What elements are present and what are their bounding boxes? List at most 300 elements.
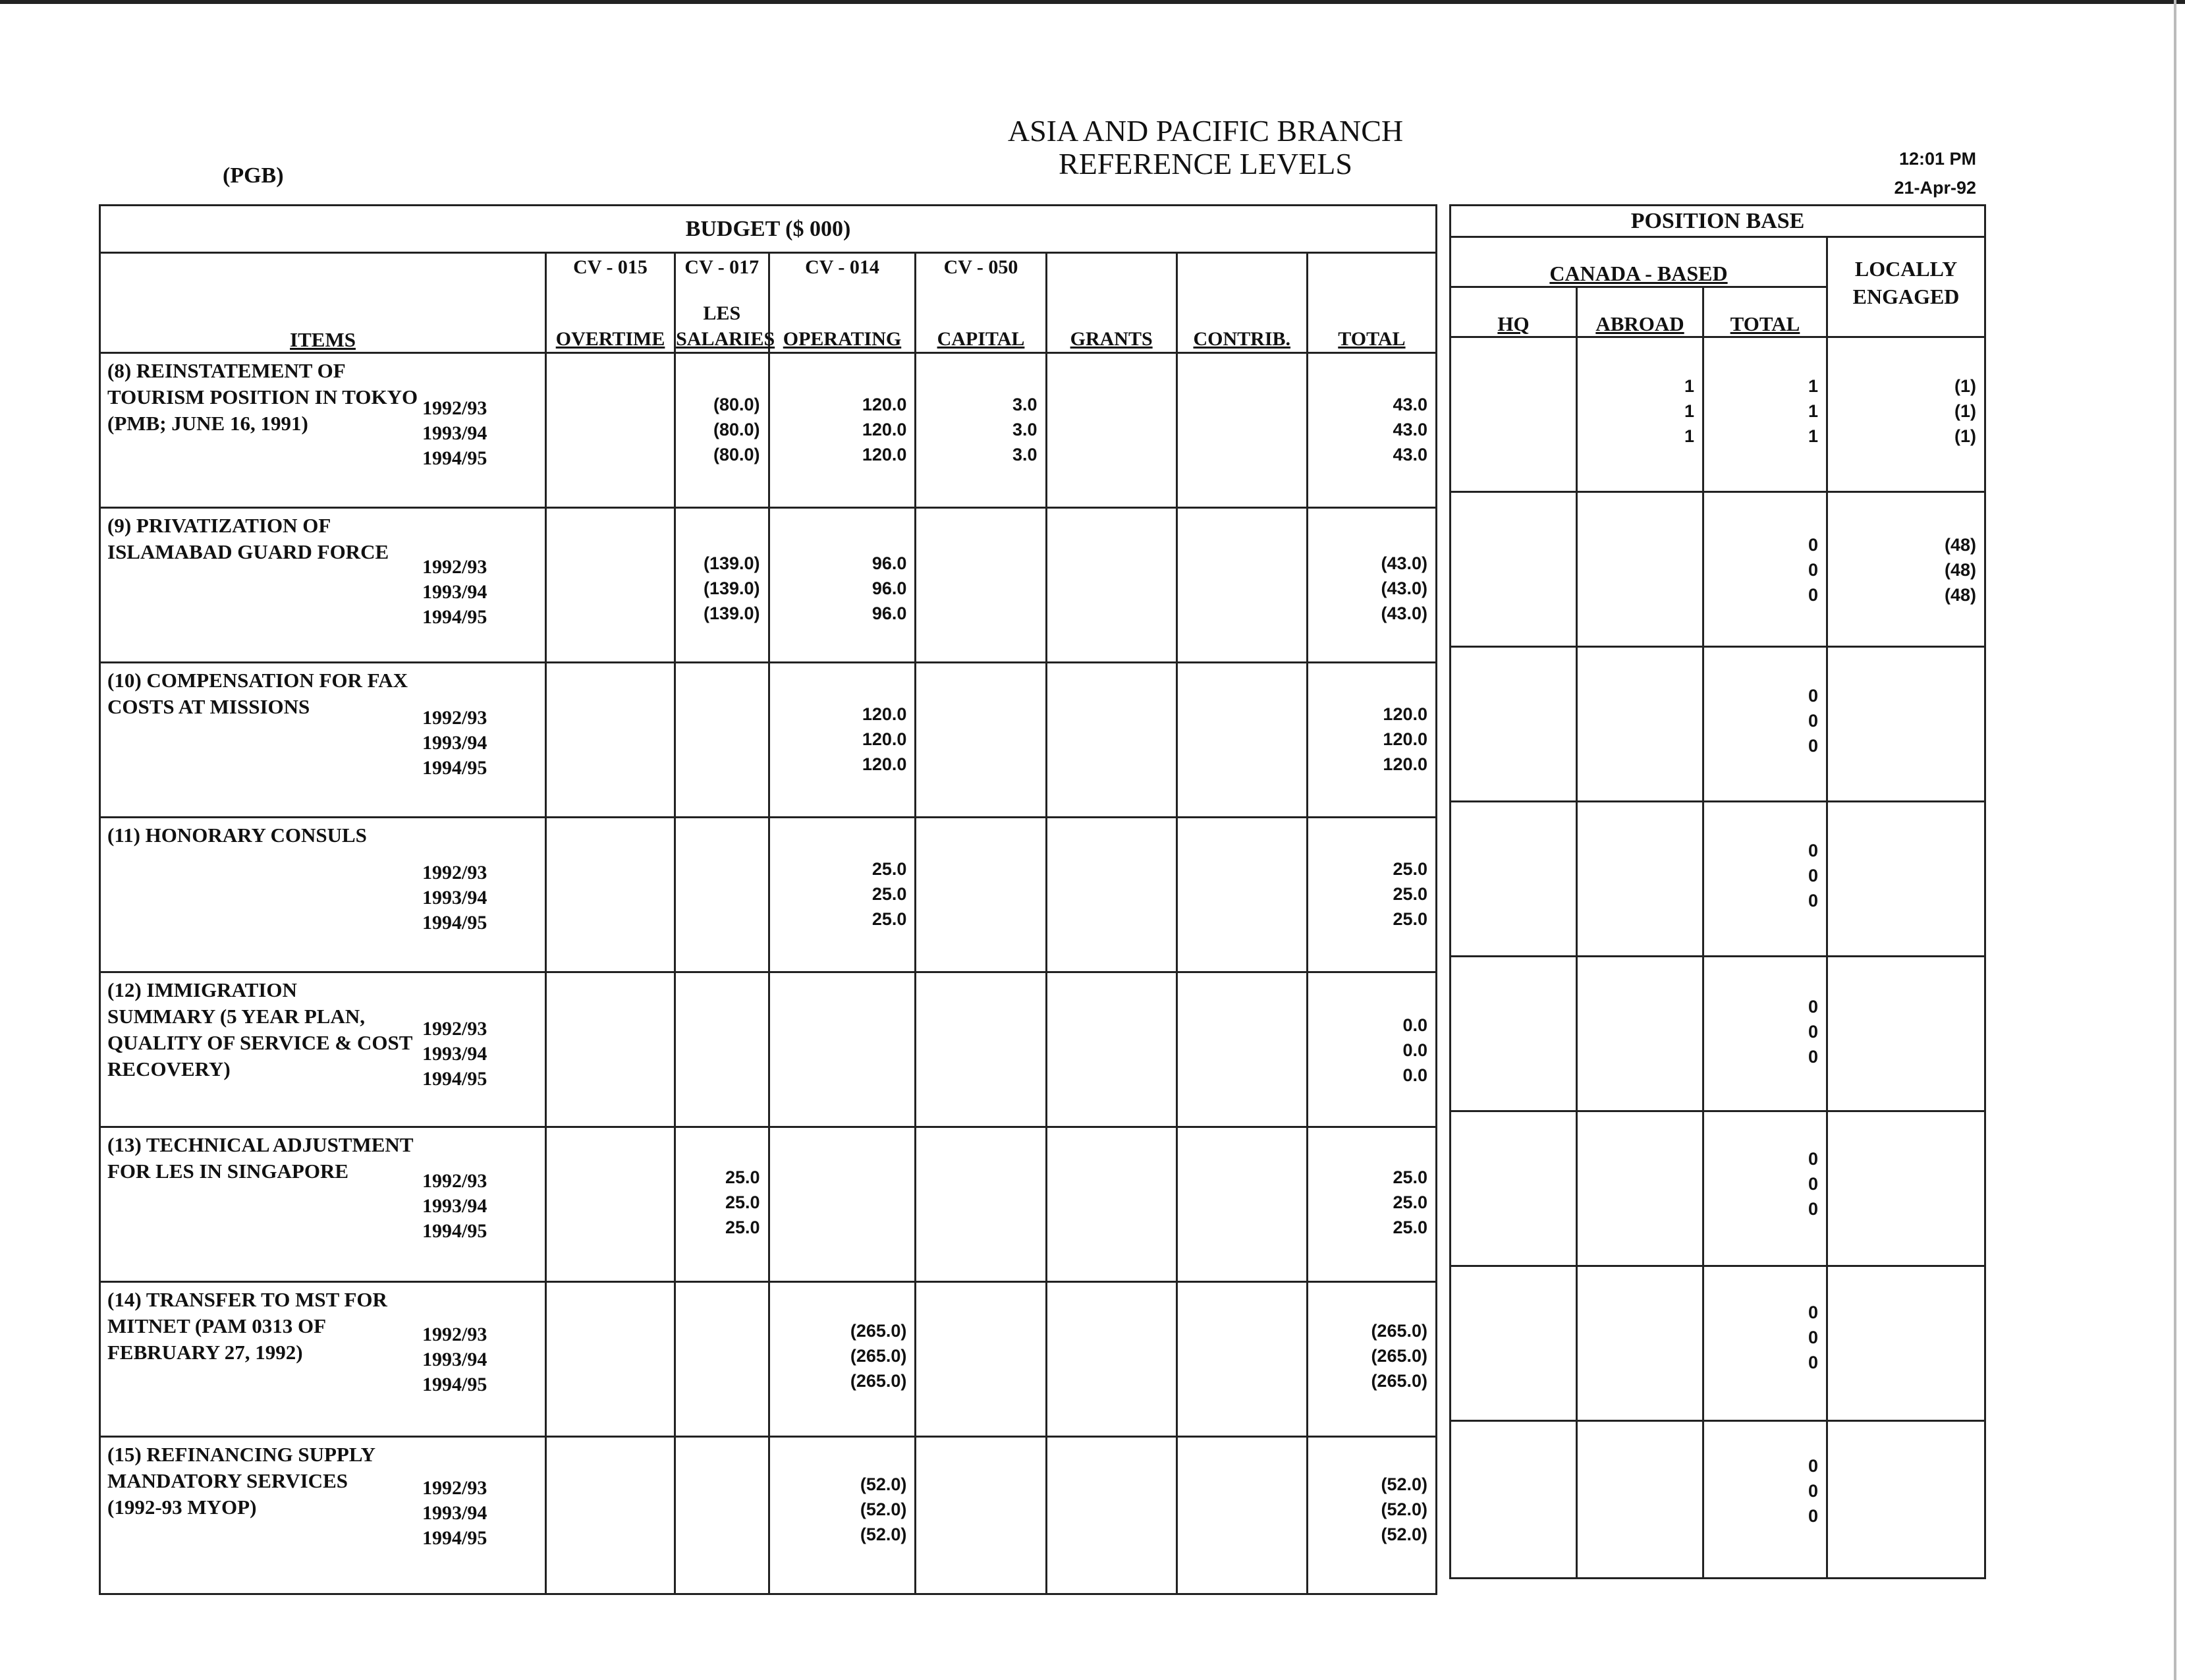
- item-cell: [100, 1437, 546, 1594]
- cell-value: [661, 856, 671, 882]
- value-stack: [1563, 532, 1572, 607]
- value-stack: [1689, 1146, 1698, 1221]
- budget-cell-contrib: [1176, 972, 1307, 1127]
- cell-value: [1032, 601, 1041, 626]
- budget-cell-operating: [769, 1437, 916, 1594]
- cell-value: 120.0: [862, 754, 907, 774]
- item-cell: [100, 972, 546, 1127]
- cell-value: [1689, 1044, 1698, 1069]
- cell-value: [661, 551, 671, 576]
- cell-value: 0: [1808, 1022, 1818, 1042]
- value-stack: [1293, 856, 1302, 932]
- value-stack: [755, 1013, 764, 1088]
- cell-value: [1293, 601, 1302, 626]
- cell-value: [1563, 1019, 1572, 1044]
- cell-value: (52.0): [1381, 1525, 1427, 1544]
- cell-value: 0: [1808, 736, 1818, 756]
- cell-value: [1293, 1063, 1302, 1088]
- cell-value: [1032, 1522, 1041, 1547]
- position-cell-locally-engaged: [1827, 802, 1985, 957]
- fiscal-year: 1992/93: [422, 1477, 487, 1499]
- position-cell-pos-total: [1703, 802, 1827, 957]
- fiscal-year: 1992/93: [422, 1324, 487, 1345]
- budget-title: BUDGET ($ 000): [100, 206, 1437, 253]
- cell-value: 25.0: [1393, 909, 1427, 929]
- cell-value: 0.0: [1402, 1040, 1427, 1060]
- cell-value: [661, 1215, 671, 1240]
- value-stack: [1972, 683, 1981, 758]
- cell-value: 0: [1808, 1328, 1818, 1347]
- value-stack: [1293, 1013, 1302, 1088]
- cell-value: [1972, 683, 1981, 708]
- value-stack: [1808, 1453, 1822, 1528]
- cell-value: [661, 1343, 671, 1368]
- value-stack: [1293, 1472, 1302, 1547]
- year-stack: [422, 860, 528, 936]
- cell-value: 1: [1684, 426, 1694, 446]
- fiscal-year: 1994/95: [422, 1527, 487, 1549]
- value-stack: [1689, 1300, 1698, 1375]
- position-cell-abroad: [1577, 337, 1703, 492]
- budget-cell-contrib: [1176, 663, 1307, 818]
- value-stack: [1163, 551, 1172, 626]
- items-label: ITEMS: [290, 328, 356, 351]
- budget-col-header: [546, 253, 675, 353]
- value-stack: [872, 856, 911, 932]
- budget-cell-grants: [1046, 818, 1176, 972]
- cell-value: [661, 727, 671, 752]
- cell-value: [1293, 1522, 1302, 1547]
- value-stack: [1972, 1453, 1981, 1528]
- cell-value: [661, 1165, 671, 1190]
- table-row: [100, 663, 1437, 818]
- cell-value: 0.0: [1402, 1065, 1427, 1085]
- cell-value: [661, 907, 671, 932]
- cell-value: [1032, 1368, 1041, 1393]
- cell-value: 43.0: [1393, 420, 1427, 439]
- cell-value: [1689, 557, 1698, 582]
- value-stack: [1808, 1146, 1822, 1221]
- value-stack: [1163, 856, 1172, 932]
- position-row: [1451, 647, 1985, 802]
- cell-value: [1563, 1478, 1572, 1503]
- cell-value: [1163, 1190, 1172, 1215]
- cv-code: CV - 050: [943, 256, 1018, 278]
- position-cell-hq: [1451, 957, 1577, 1111]
- budget-cell-grants: [1046, 353, 1176, 508]
- cv-code: [1178, 254, 1306, 283]
- cell-value: [1163, 752, 1172, 777]
- cell-value: [1163, 417, 1172, 442]
- cell-value: [1032, 1343, 1041, 1368]
- cell-value: 0: [1808, 1506, 1818, 1526]
- pos-total-label: TOTAL: [1730, 312, 1800, 335]
- cell-value: 3.0: [1012, 445, 1037, 464]
- cell-value: (1): [1954, 426, 1977, 446]
- budget-cell-contrib: [1176, 1282, 1307, 1437]
- cell-value: 0: [1808, 711, 1818, 731]
- budget-cell-capital: [916, 818, 1046, 972]
- value-stack: [1163, 1165, 1172, 1240]
- fiscal-year: 1994/95: [422, 912, 487, 934]
- cell-value: 0: [1808, 997, 1818, 1017]
- cell-value: [755, 1343, 764, 1368]
- cell-value: [1163, 856, 1172, 882]
- cell-value: [1563, 708, 1572, 733]
- cell-value: [1689, 1196, 1698, 1221]
- value-stack: [661, 392, 671, 467]
- cell-value: [1563, 1325, 1572, 1350]
- value-stack: [661, 702, 671, 777]
- cell-value: [1563, 863, 1572, 888]
- value-stack: [755, 702, 764, 777]
- cv-code: CV - 014: [805, 256, 879, 278]
- cell-value: [1563, 733, 1572, 758]
- cell-value: [1032, 551, 1041, 576]
- position-cell-pos-total: [1703, 957, 1827, 1111]
- budget-cell-total: [1307, 508, 1436, 663]
- cell-value: (43.0): [1381, 578, 1427, 598]
- fiscal-year: 1994/95: [422, 1068, 487, 1090]
- cell-value: [1689, 888, 1698, 913]
- cell-value: (1): [1954, 376, 1977, 396]
- table-row: [100, 818, 1437, 972]
- table-row: [100, 508, 1437, 663]
- budget-cell-capital: [916, 1437, 1046, 1594]
- locally-engaged-line2: ENGAGED: [1852, 285, 1960, 308]
- position-cell-hq: [1451, 1111, 1577, 1266]
- col-label-top: LES: [703, 302, 741, 324]
- budget-cell-overtime: [546, 353, 675, 508]
- cell-value: [1689, 532, 1698, 557]
- cell-value: [1163, 727, 1172, 752]
- value-stack: [661, 856, 671, 932]
- cell-value: [1032, 1190, 1041, 1215]
- cell-value: 120.0: [862, 704, 907, 724]
- cell-value: [1293, 882, 1302, 907]
- budget-cell-capital: [916, 663, 1046, 818]
- cell-value: [1689, 994, 1698, 1019]
- position-cell-pos-total: [1703, 647, 1827, 802]
- cell-value: [755, 1368, 764, 1393]
- cell-value: [1293, 442, 1302, 467]
- year-stack: [422, 1169, 528, 1244]
- cell-value: [1032, 1165, 1041, 1190]
- position-base-table: [1449, 204, 1986, 1579]
- table-row: [100, 353, 1437, 508]
- budget-cell-contrib: [1176, 1127, 1307, 1282]
- value-stack: [1689, 683, 1698, 758]
- value-stack: [850, 1318, 911, 1393]
- table-row: [100, 1127, 1437, 1282]
- position-cell-abroad: [1577, 1421, 1703, 1579]
- value-stack: [1032, 551, 1041, 626]
- cell-value: [902, 1013, 911, 1038]
- cell-value: (43.0): [1381, 603, 1427, 623]
- cell-value: [1293, 856, 1302, 882]
- col-label: SALARIES: [676, 328, 775, 350]
- budget-cell-operating: [769, 1282, 916, 1437]
- cell-value: [1163, 1497, 1172, 1522]
- table-row: [100, 1437, 1437, 1594]
- item-cell: [100, 1282, 546, 1437]
- budget-cell-operating: [769, 508, 916, 663]
- value-stack: [1032, 1165, 1041, 1240]
- cell-value: [1032, 1063, 1041, 1088]
- item-name: (13) TECHNICAL ADJUSTMENT FOR LES IN SINGAPORE: [107, 1133, 414, 1183]
- cell-value: [1163, 1063, 1172, 1088]
- position-cell-locally-engaged: [1827, 1266, 1985, 1421]
- year-stack: [422, 1476, 528, 1551]
- items-header: [100, 253, 546, 353]
- budget-header-row: [100, 253, 1437, 353]
- cell-value: [1032, 1013, 1041, 1038]
- cell-value: 120.0: [862, 445, 907, 464]
- cell-value: 3.0: [1012, 420, 1037, 439]
- budget-cell-grants: [1046, 972, 1176, 1127]
- page-title: ASIA AND PACIFIC BRANCH: [1007, 114, 1404, 148]
- cell-value: (43.0): [1381, 553, 1427, 573]
- value-stack: [1563, 1300, 1572, 1375]
- value-stack: [1032, 1472, 1041, 1547]
- cell-value: 120.0: [1383, 754, 1427, 774]
- value-stack: [755, 1472, 764, 1547]
- cell-value: [1563, 424, 1572, 449]
- position-cell-hq: [1451, 647, 1577, 802]
- item-name: (8) REINSTATEMENT OF TOURISM POSITION IN TOKYO (PMB; JUNE 16, 1991): [107, 359, 418, 435]
- value-stack: [1032, 1013, 1041, 1088]
- value-stack: [725, 1165, 764, 1240]
- position-cell-locally-engaged: [1827, 492, 1985, 647]
- right-scan-edge: [2174, 0, 2176, 1680]
- cell-value: [755, 1318, 764, 1343]
- cell-value: [1689, 1453, 1698, 1478]
- print-time: 12:01 PM: [1898, 149, 1976, 169]
- cell-value: [1689, 683, 1698, 708]
- item-name: (12) IMMIGRATION SUMMARY (5 YEAR PLAN, QUALITY OF SERVICE & COST RECOVERY): [107, 978, 413, 1080]
- cell-value: [1293, 752, 1302, 777]
- budget-cell-capital: [916, 508, 1046, 663]
- value-stack: [1381, 1472, 1431, 1547]
- cell-value: [1972, 1300, 1981, 1325]
- cell-value: [661, 1318, 671, 1343]
- cell-value: [1972, 863, 1981, 888]
- fiscal-year: 1992/93: [422, 1170, 487, 1192]
- position-cell-hq: [1451, 802, 1577, 957]
- position-cell-pos-total: [1703, 1266, 1827, 1421]
- value-stack: [1563, 1453, 1572, 1528]
- cell-value: [1972, 1171, 1981, 1196]
- cell-value: [1163, 882, 1172, 907]
- cell-value: (265.0): [850, 1321, 907, 1341]
- item-name: (14) TRANSFER TO MST FOR MITNET (PAM 0313 OF FEBRUARY 27, 1992): [107, 1288, 387, 1364]
- item-cell: [100, 353, 546, 508]
- value-stack: [1563, 838, 1572, 913]
- budget-cell-les-salaries: [675, 1282, 769, 1437]
- item-name: (15) REFINANCING SUPPLY MANDATORY SERVICES (1992-93 MYOP): [107, 1443, 376, 1519]
- cell-value: [1293, 907, 1302, 932]
- canada-based-header: [1451, 237, 1827, 287]
- cell-value: (48): [1945, 560, 1977, 580]
- value-stack: [1972, 994, 1981, 1069]
- cell-value: 1: [1808, 401, 1818, 421]
- year-stack: [422, 1017, 528, 1092]
- cell-value: (139.0): [703, 578, 760, 598]
- cell-value: (52.0): [1381, 1499, 1427, 1519]
- position-cell-hq: [1451, 1421, 1577, 1579]
- value-stack: [1293, 1318, 1302, 1393]
- value-stack: [1563, 994, 1572, 1069]
- value-stack: [661, 551, 671, 626]
- value-stack: [862, 702, 911, 777]
- cell-value: [1563, 838, 1572, 863]
- budget-col-header: [916, 253, 1046, 353]
- budget-cell-total: [1307, 972, 1436, 1127]
- value-stack: [1163, 392, 1172, 467]
- cell-value: 25.0: [725, 1167, 760, 1187]
- cell-value: 120.0: [862, 395, 907, 414]
- value-stack: [1972, 1146, 1981, 1221]
- cell-value: (265.0): [1371, 1346, 1427, 1366]
- cell-value: (52.0): [860, 1499, 907, 1519]
- cv-code: [1047, 254, 1176, 283]
- value-stack: [1808, 683, 1822, 758]
- budget-cell-les-salaries: [675, 353, 769, 508]
- value-stack: [1563, 683, 1572, 758]
- cell-value: 0: [1808, 1456, 1818, 1476]
- value-stack: [1293, 1165, 1302, 1240]
- value-stack: [1393, 1165, 1431, 1240]
- budget-cell-contrib: [1176, 508, 1307, 663]
- cell-value: (1): [1954, 401, 1977, 421]
- cell-value: [1563, 1503, 1572, 1528]
- cell-value: [1563, 582, 1572, 607]
- budget-cell-operating: [769, 353, 916, 508]
- value-stack: [1808, 1300, 1822, 1375]
- locally-engaged-header: [1827, 237, 1985, 337]
- cell-value: [1163, 551, 1172, 576]
- value-stack: [1163, 1318, 1172, 1393]
- cell-value: (48): [1945, 535, 1977, 555]
- cell-value: [755, 1063, 764, 1088]
- cell-value: [1293, 1038, 1302, 1063]
- cell-value: [1163, 1522, 1172, 1547]
- cell-value: 25.0: [1393, 1167, 1427, 1187]
- pos-total-header: [1703, 287, 1827, 337]
- cell-value: [1689, 582, 1698, 607]
- cell-value: [661, 1063, 671, 1088]
- value-stack: [661, 1013, 671, 1088]
- cell-value: [1163, 702, 1172, 727]
- cell-value: [1032, 882, 1041, 907]
- cell-value: [661, 1472, 671, 1497]
- cv-code: CV - 015: [573, 256, 648, 278]
- budget-cell-overtime: [546, 972, 675, 1127]
- cell-value: [1972, 838, 1981, 863]
- position-cell-abroad: [1577, 957, 1703, 1111]
- cell-value: [1163, 1368, 1172, 1393]
- budget-col-header: [769, 253, 916, 353]
- cell-value: 96.0: [871, 553, 907, 573]
- position-cell-pos-total: [1703, 1111, 1827, 1266]
- budget-cell-overtime: [546, 663, 675, 818]
- value-stack: [1371, 1318, 1431, 1393]
- item-name: (11) HONORARY CONSULS: [107, 824, 367, 847]
- cv-code: CV - 017: [684, 256, 760, 278]
- fiscal-year: 1994/95: [422, 1374, 487, 1395]
- value-stack: [862, 392, 911, 467]
- cell-value: [1293, 1190, 1302, 1215]
- cell-value: 25.0: [725, 1218, 760, 1237]
- budget-cell-overtime: [546, 1127, 675, 1282]
- value-stack: [1163, 1472, 1172, 1547]
- cell-value: [1563, 1171, 1572, 1196]
- position-cell-abroad: [1577, 1111, 1703, 1266]
- year-stack: [422, 396, 528, 471]
- item-cell: [100, 663, 546, 818]
- position-cell-abroad: [1577, 492, 1703, 647]
- value-stack: [1954, 374, 1980, 449]
- item-name: (9) PRIVATIZATION OF ISLAMABAD GUARD FORCE: [107, 514, 389, 563]
- cell-value: [1032, 856, 1041, 882]
- cell-value: [1293, 1472, 1302, 1497]
- value-stack: [1032, 1318, 1041, 1393]
- position-cell-locally-engaged: [1827, 1421, 1985, 1579]
- budget-cell-les-salaries: [675, 1127, 769, 1282]
- value-stack: [1808, 994, 1822, 1069]
- cell-value: [1163, 576, 1172, 601]
- cell-value: [1563, 374, 1572, 399]
- value-stack: [872, 551, 911, 626]
- fiscal-year: 1992/93: [422, 862, 487, 883]
- cell-value: [1563, 399, 1572, 424]
- value-stack: [1972, 1300, 1981, 1375]
- budget-cell-les-salaries: [675, 818, 769, 972]
- table-row: [100, 972, 1437, 1127]
- cell-value: (265.0): [850, 1371, 907, 1391]
- cell-value: [1689, 1146, 1698, 1171]
- cell-value: [1163, 907, 1172, 932]
- top-scan-edge: [0, 0, 2185, 4]
- cell-value: [1689, 1350, 1698, 1375]
- value-stack: [1383, 702, 1431, 777]
- value-stack: [902, 1165, 911, 1240]
- abroad-header: [1577, 287, 1703, 337]
- cell-value: [1293, 727, 1302, 752]
- value-stack: [1032, 702, 1041, 777]
- cell-value: [1563, 1350, 1572, 1375]
- cell-value: [1163, 1165, 1172, 1190]
- value-stack: [1945, 532, 1980, 607]
- cell-value: [661, 601, 671, 626]
- cell-value: [1972, 1196, 1981, 1221]
- item-cell: [100, 1127, 546, 1282]
- canada-based-label: CANADA - BASED: [1549, 262, 1728, 285]
- cell-value: [755, 752, 764, 777]
- cell-value: [661, 1522, 671, 1547]
- budget-cell-overtime: [546, 1282, 675, 1437]
- col-label: CAPITAL: [937, 328, 1025, 350]
- hq-label: HQ: [1497, 312, 1530, 335]
- cell-value: (80.0): [713, 395, 760, 414]
- cell-value: 0: [1808, 1302, 1818, 1322]
- cell-value: 25.0: [1393, 884, 1427, 904]
- cell-value: (52.0): [860, 1525, 907, 1544]
- budget-cell-total: [1307, 818, 1436, 972]
- cell-value: 96.0: [871, 578, 907, 598]
- cell-value: [1972, 1453, 1981, 1478]
- cell-value: [1032, 1472, 1041, 1497]
